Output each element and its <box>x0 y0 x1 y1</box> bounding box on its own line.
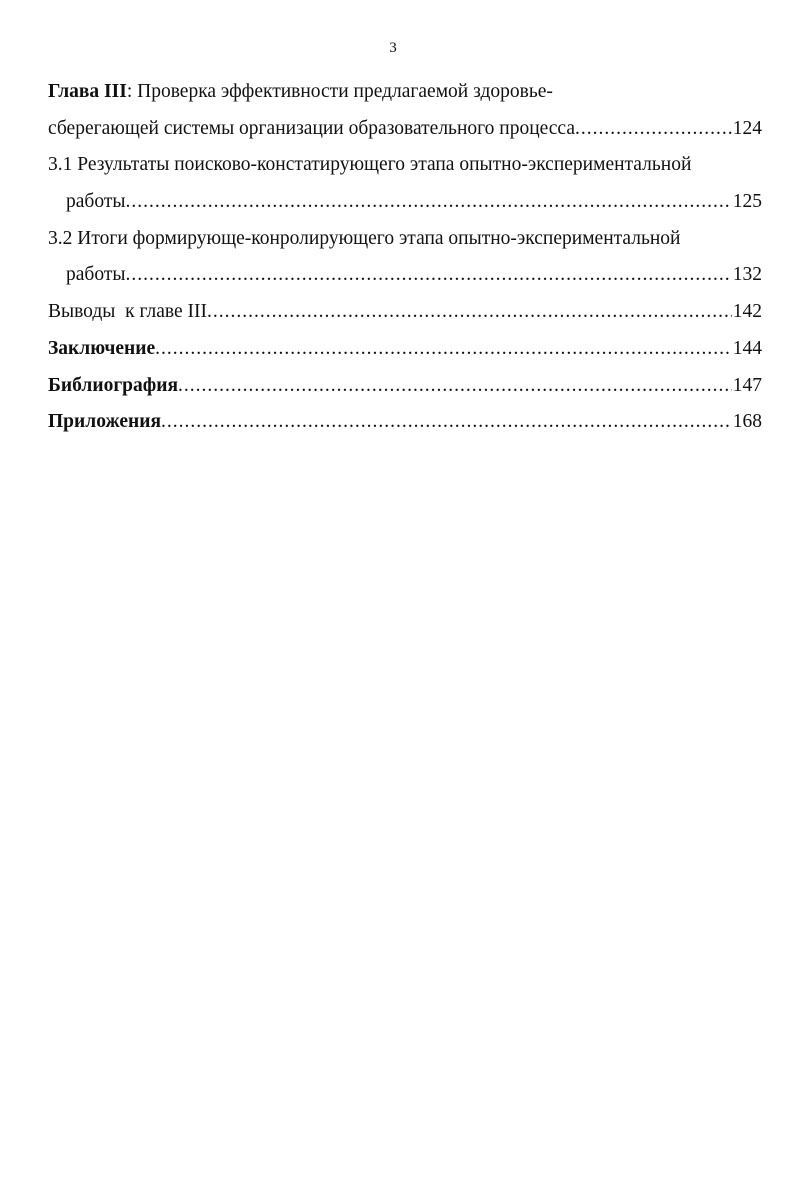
toc-chapter-3-page: 124 <box>732 117 762 139</box>
toc-chapter-3-title: : Проверка эффективности предлагаемой здоровье- <box>126 81 553 102</box>
dot-leader <box>207 294 732 331</box>
toc-conclusions-chapter-3-page: 142 <box>732 301 762 323</box>
toc-conclusion[interactable] <box>48 331 762 368</box>
toc-section-3-1-page: 125 <box>732 191 762 213</box>
dot-leader <box>575 111 732 148</box>
toc-section-3-2-title: 3.2 Итоги формирующе-конролирующего этапа опытно-экспериментальной <box>48 227 681 249</box>
dot-leader <box>125 184 731 221</box>
toc-conclusions-chapter-3[interactable] <box>48 294 762 331</box>
table-of-contents <box>48 74 762 441</box>
toc-appendices-page: 168 <box>732 411 762 433</box>
toc-appendices-title: Приложения <box>48 411 162 433</box>
page-number: 3 <box>389 40 397 56</box>
toc-section-3-1-title-continued: работы <box>66 191 126 213</box>
toc-section-3-1-line-1 <box>48 147 762 184</box>
toc-bibliography-page: 147 <box>732 374 762 396</box>
toc-section-3-1-line-2[interactable] <box>48 184 762 221</box>
toc-section-3-2-page: 132 <box>732 264 762 286</box>
toc-bibliography-title: Библиография <box>48 374 179 396</box>
dot-leader <box>161 404 732 441</box>
dot-leader <box>125 257 731 294</box>
toc-appendices[interactable] <box>48 404 762 441</box>
dot-leader <box>178 368 732 405</box>
toc-chapter-3-title-line-1 <box>48 74 762 111</box>
dot-leader <box>155 331 732 368</box>
toc-bibliography[interactable] <box>48 368 762 405</box>
toc-section-3-2-line-2[interactable] <box>48 257 762 294</box>
toc-conclusion-title: Заключение <box>48 337 156 359</box>
toc-conclusions-chapter-3-title: Выводы к главе III <box>48 301 207 323</box>
toc-chapter-3-title-line-2[interactable] <box>48 111 762 148</box>
toc-conclusion-page: 144 <box>732 337 762 359</box>
toc-section-3-2-title-continued: работы <box>66 264 126 286</box>
toc-chapter-3-title-continued: сберегающей системы организации образовательного процесса <box>48 117 575 139</box>
toc-section-3-2-line-1 <box>48 221 762 258</box>
toc-chapter-3-label: Глава III <box>48 81 127 102</box>
toc-section-3-1-title: 3.1 Результаты поисково-констатирующего этапа опытно-экспериментальной <box>48 154 692 176</box>
